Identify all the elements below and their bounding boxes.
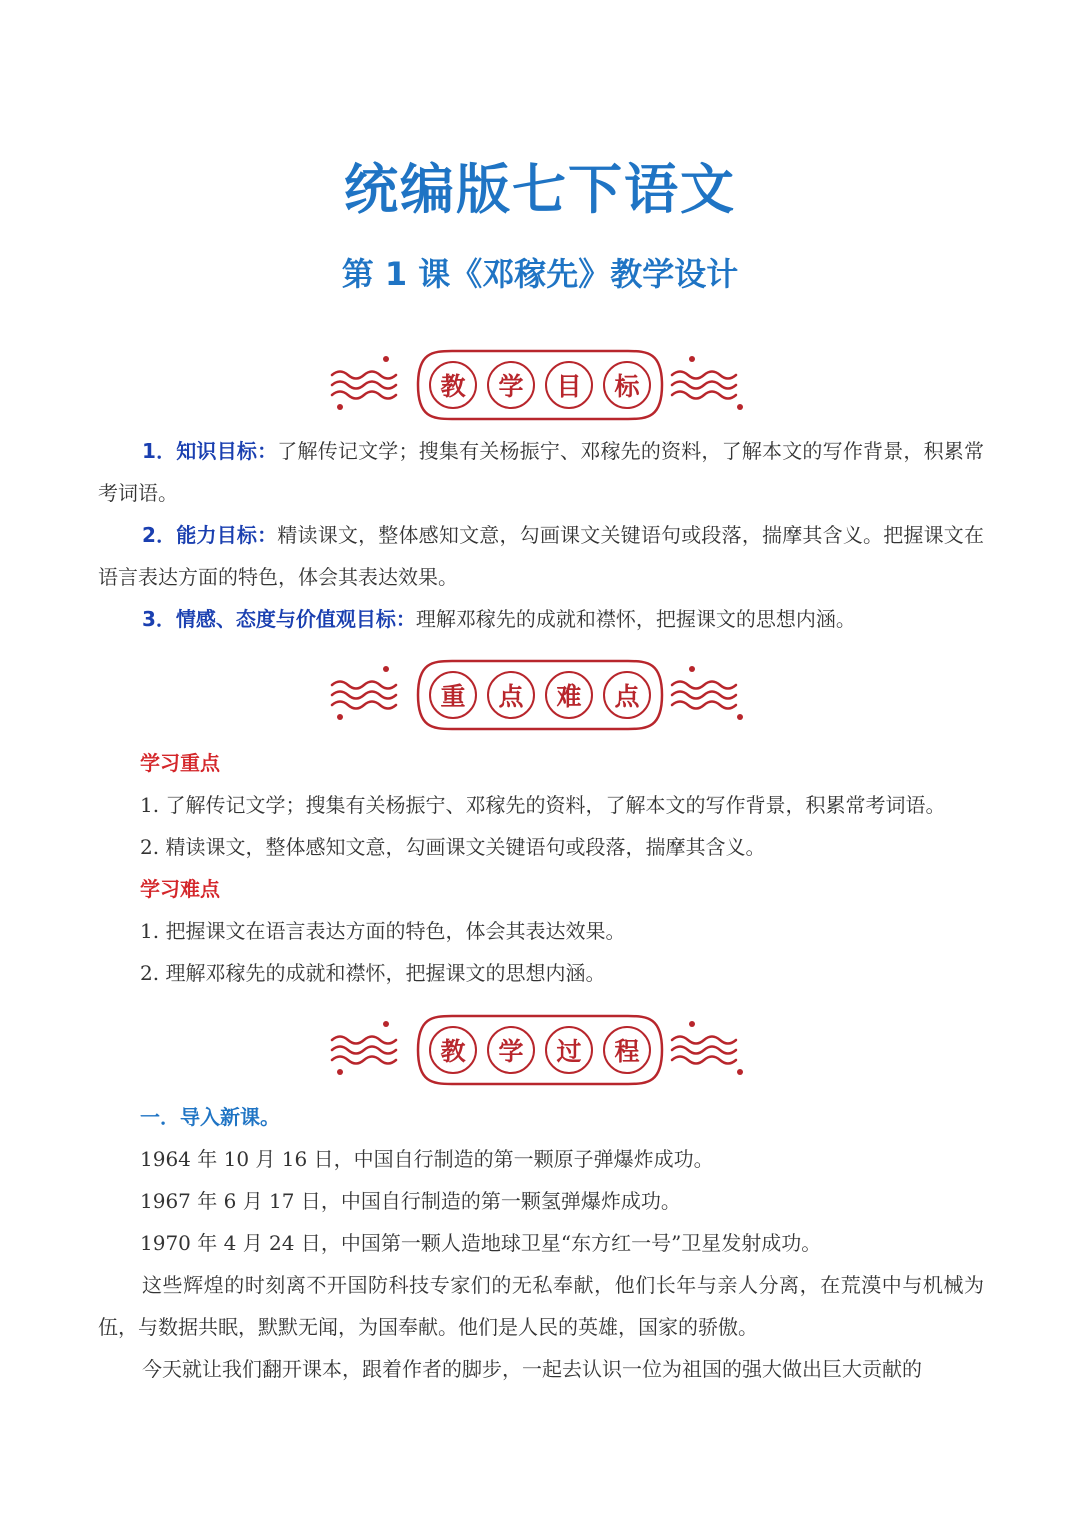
objective-text: 理解邓稼先的成就和襟怀，把握课文的思想内涵。 xyxy=(415,607,856,631)
objective-values xyxy=(98,598,984,640)
difficulty-item: 1. 把握课文在语言表达方面的特色，体会其表达效果。 xyxy=(140,919,626,943)
banner-char: 过 xyxy=(545,1026,593,1074)
objective-text: 精读课文，整体感知文意，勾画课文关键语句或段落，揣摩其含义。把握课文在语言表达方面的特色，体会其表达效果。 xyxy=(98,523,984,589)
intro-paragraph: 这些辉煌的时刻离不开国防科技专家们的无私奉献，他们长年与亲人分离，在荒漠中与机械为伍，与数据共眠，默默无闻，为国奉献。他们是人民的英雄，国家的骄傲。 xyxy=(98,1273,984,1339)
banner-char: 点 xyxy=(487,671,535,719)
banner-char: 重 xyxy=(429,671,477,719)
document-title: 统编版七下语文 xyxy=(344,158,736,221)
difficulty-item: 2. 理解邓稼先的成就和襟怀，把握课文的思想内涵。 xyxy=(140,961,606,985)
history-line: 1970 年 4 月 24 日，中国第一颗人造地球卫星“东方红一号”卫星发射成功。 xyxy=(140,1231,822,1255)
focus-heading: 学习重点 xyxy=(140,751,220,775)
banner-teaching-objectives xyxy=(320,345,760,425)
history-line: 1967 年 6 月 17 日，中国自行制造的第一颗氢弹爆炸成功。 xyxy=(140,1189,681,1213)
banner-char: 难 xyxy=(545,671,593,719)
difficulty-heading: 学习难点 xyxy=(140,877,220,901)
objective-ability xyxy=(98,514,984,598)
banner-key-points xyxy=(320,655,760,735)
banner-char: 标 xyxy=(603,361,651,409)
history-line: 1964 年 10 月 16 日，中国自行制造的第一颗原子弹爆炸成功。 xyxy=(140,1147,714,1171)
banner-char: 目 xyxy=(545,361,593,409)
banner-char: 教 xyxy=(429,1026,477,1074)
objective-knowledge xyxy=(98,430,984,514)
banner-char: 点 xyxy=(603,671,651,719)
focus-item: 2. 精读课文，整体感知文意，勾画课文关键语句或段落，揣摩其含义。 xyxy=(140,835,766,859)
section-heading-intro: 一．导入新课。 xyxy=(140,1105,280,1129)
banner-char: 程 xyxy=(603,1026,651,1074)
objective-text: 了解传记文学；搜集有关杨振宁、邓稼先的资料，了解本文的写作背景，积累常考词语。 xyxy=(98,439,984,505)
banner-char: 教 xyxy=(429,361,477,409)
objective-label: 1．知识目标： xyxy=(142,439,278,463)
banner-teaching-process xyxy=(320,1010,760,1090)
banner-char: 学 xyxy=(487,361,535,409)
focus-item: 1. 了解传记文学；搜集有关杨振宁、邓稼先的资料，了解本文的写作背景，积累常考词语。 xyxy=(140,793,946,817)
objective-label: 2．能力目标： xyxy=(142,523,278,547)
intro-paragraph-continued: 今天就让我们翻开课本，跟着作者的脚步，一起去认识一位为祖国的强大做出巨大贡献的 xyxy=(142,1357,922,1381)
lesson-subtitle: 第 1 课《邓稼先》教学设计 xyxy=(341,255,739,293)
banner-char: 学 xyxy=(487,1026,535,1074)
objective-label: 3．情感、态度与价值观目标： xyxy=(142,607,416,631)
